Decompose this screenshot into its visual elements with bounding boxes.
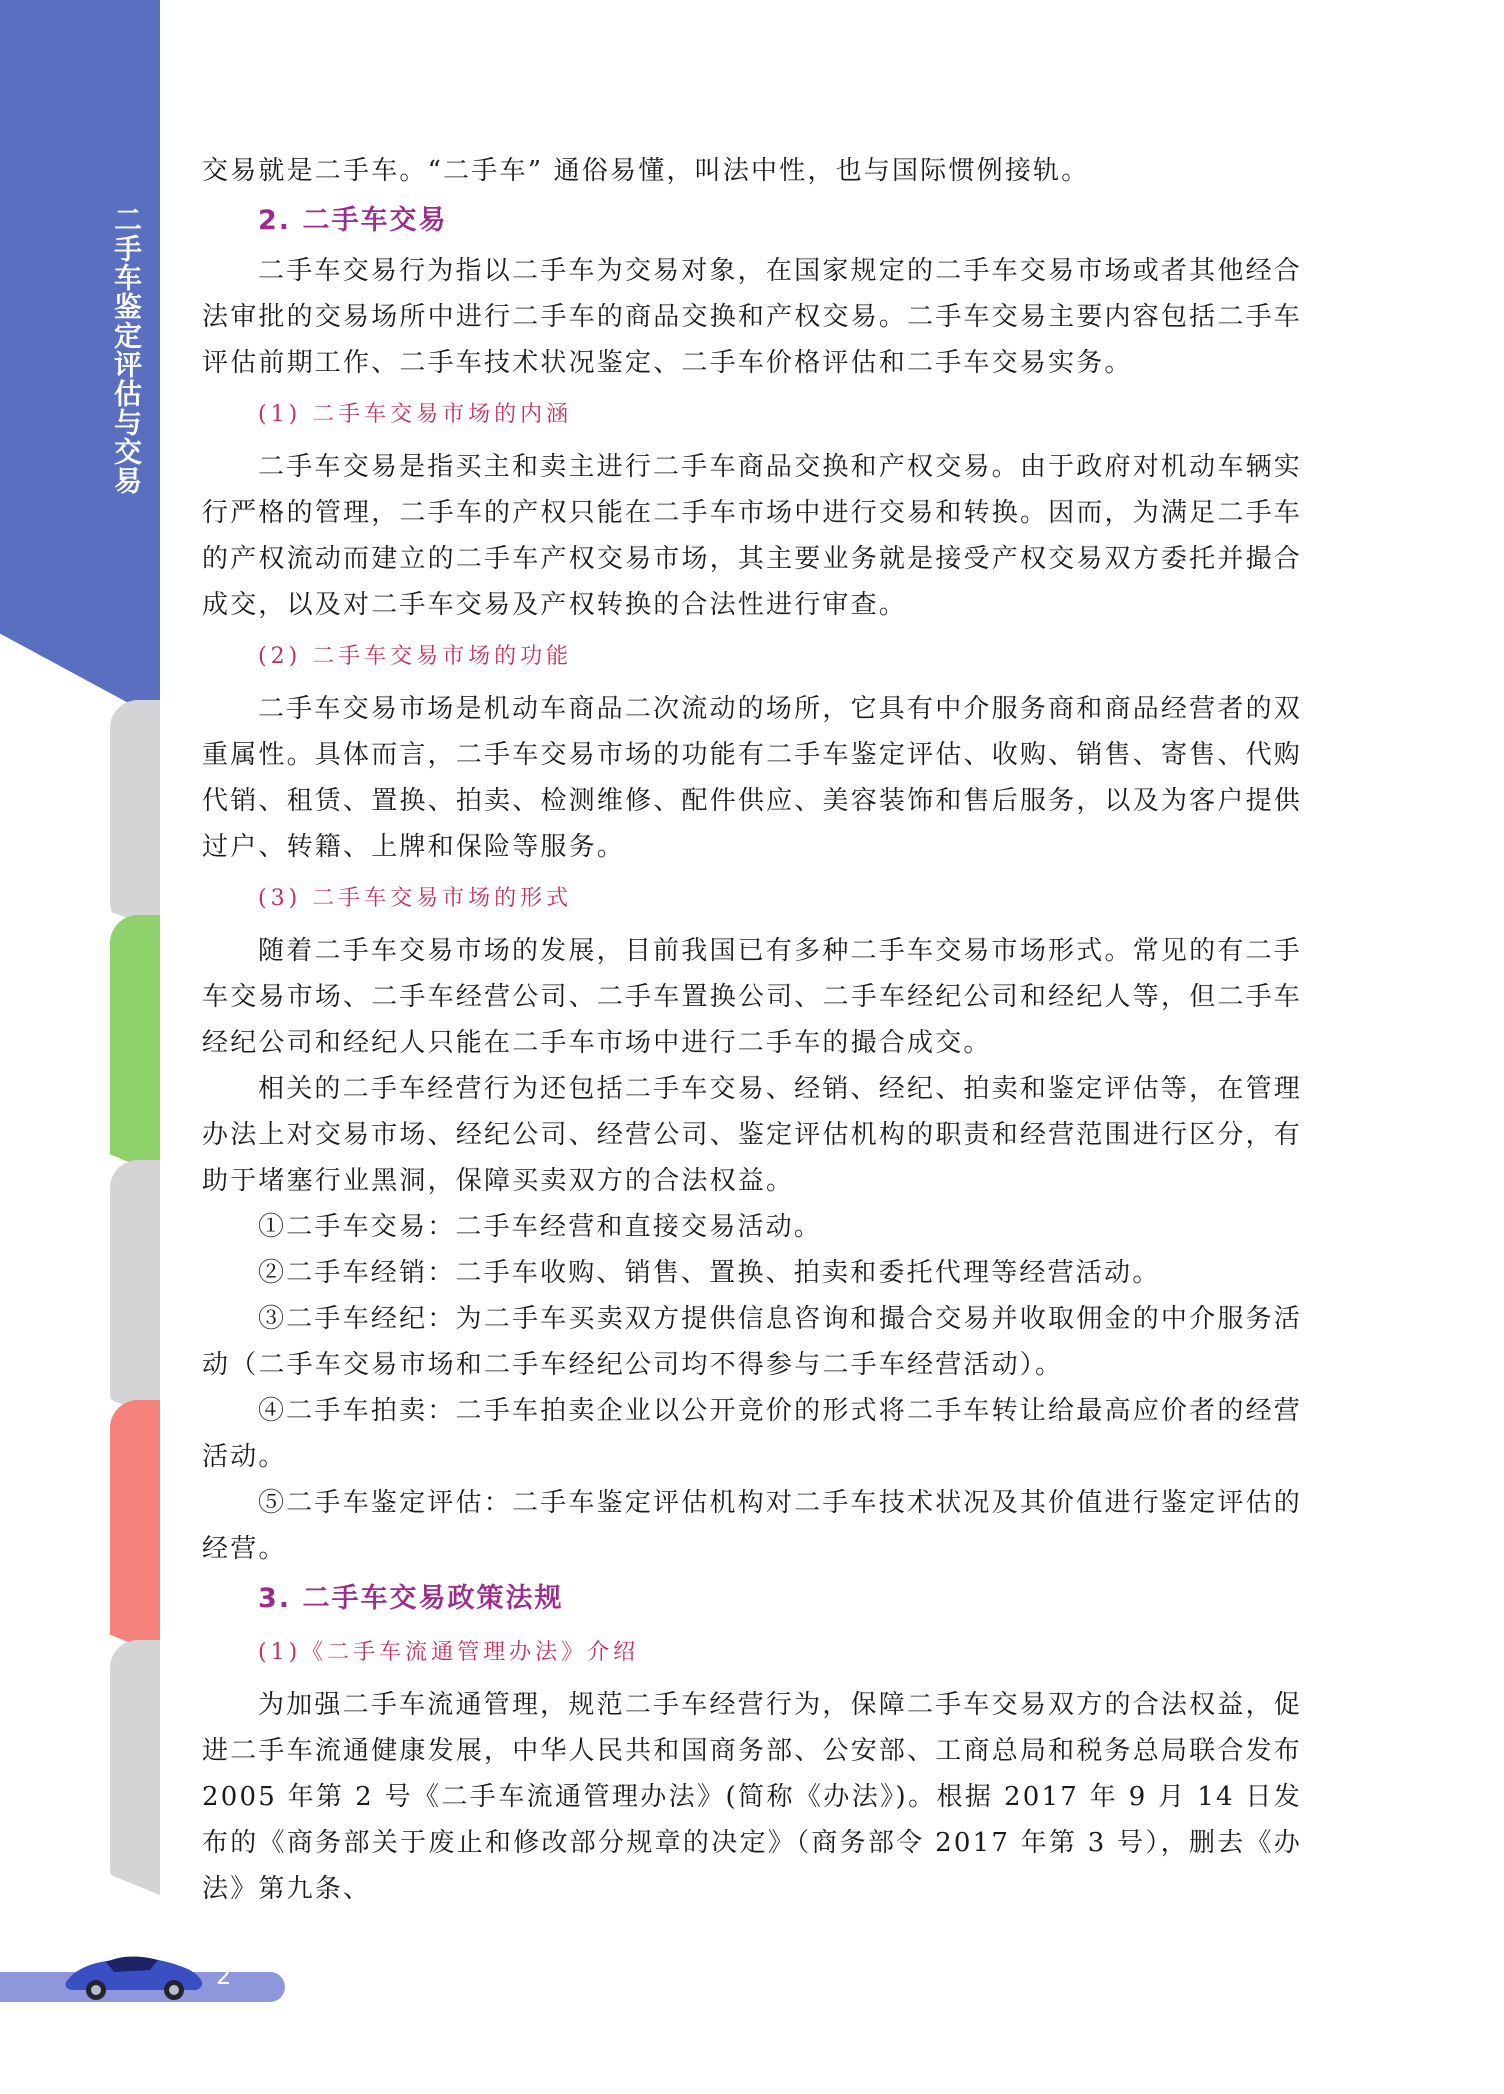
page-body bbox=[202, 148, 1302, 1912]
list-item: ④二手车拍卖：二手车拍卖企业以公开竞价的形式将二手车转让给最高应价者的经营活动。 bbox=[202, 1396, 1302, 1472]
subsection-heading: (2) 二手车交易市场的功能 bbox=[258, 644, 573, 669]
page-number: 2 bbox=[216, 1962, 232, 1990]
paragraph: 二手车交易行为指以二手车为交易对象，在国家规定的二手车交易市场或者其他经合法审批的交易场所中进行二手车的商品交换和产权交易。二手车交易主要内容包括二手车评估前期工作、二手车技术状况鉴定、二手车价格评估和二手车交易实务。 bbox=[202, 256, 1302, 378]
section-heading: 3. 二手车交易政策法规 bbox=[258, 1583, 564, 1614]
paragraph: 相关的二手车经营行为还包括二手车交易、经销、经纪、拍卖和鉴定评估等，在管理办法上对交易市场、经纪公司、经营公司、鉴定评估机构的职责和经营范围进行区分，有助于堵塞行业黑洞，保障买卖双方的合法权益。 bbox=[202, 1074, 1302, 1196]
subsection-heading: (3) 二手车交易市场的形式 bbox=[258, 886, 573, 911]
paragraph: 为加强二手车流通管理，规范二手车经营行为，保障二手车交易双方的合法权益，促进二手车流通健康发展，中华人民共和国商务部、公安部、工商总局和税务总局联合发布2005 年第 2 号《二手车流通管理办法》(简称《办法》)。根据 2017 年 9 月 14 日发布的《商务部关于废止和修改部分规章的决定》（商务部令 2017 年第 3 号），删去《办法》第九条、 bbox=[202, 1690, 1302, 1904]
list-item: ②二手车经销：二手车收购、销售、置换、拍卖和委托代理等经营活动。 bbox=[258, 1258, 1161, 1288]
sidebar-tab-green bbox=[110, 915, 160, 1175]
list-item: ⑤二手车鉴定评估：二手车鉴定评估机构对二手车技术状况及其价值进行鉴定评估的经营。 bbox=[202, 1488, 1302, 1564]
paragraph: 二手车交易市场是机动车商品二次流动的场所，它具有中介服务商和商品经营者的双重属性。具体而言，二手车交易市场的功能有二手车鉴定评估、收购、销售、寄售、代购代销、租赁、置换、拍卖、检测维修、配件供应、美容装饰和售后服务，以及为客户提供过户、转籍、上牌和保险等服务。 bbox=[202, 694, 1302, 862]
subsection-heading: (1)《二手车流通管理办法》介绍 bbox=[258, 1640, 640, 1665]
section-heading: 2. 二手车交易 bbox=[258, 205, 448, 236]
list-item: ①二手车交易：二手车经营和直接交易活动。 bbox=[258, 1212, 823, 1242]
paragraph: 随着二手车交易市场的发展，目前我国已有多种二手车交易市场形式。常见的有二手车交易市场、二手车经营公司、二手车置换公司、二手车经纪公司和经纪人等，但二手车经纪公司和经纪人只能在二手车市场中进行二手车的撮合成交。 bbox=[202, 936, 1302, 1058]
sidebar-title: 二手车鉴定评估与交易 bbox=[110, 205, 143, 495]
subsection-heading: (1) 二手车交易市场的内涵 bbox=[258, 402, 573, 427]
sidebar-tab-gray-3 bbox=[110, 1640, 160, 1895]
sidebar-tab-gray-2 bbox=[110, 1160, 160, 1420]
car-icon bbox=[58, 1944, 208, 2002]
paragraph: 交易就是二手车。“二手车” 通俗易懂，叫法中性，也与国际惯例接轨。 bbox=[202, 156, 1090, 186]
paragraph: 二手车交易是指买主和卖主进行二手车商品交换和产权交易。由于政府对机动车辆实行严格的管理，二手车的产权只能在二手车市场中进行交易和转换。因而，为满足二手车的产权流动而建立的二手车产权交易市场，其主要业务就是接受产权交易双方委托并撮合成交，以及对二手车交易及产权转换的合法性进行审查。 bbox=[202, 452, 1302, 620]
sidebar bbox=[0, 0, 160, 2094]
sidebar-tab-red bbox=[110, 1400, 160, 1655]
sidebar-tab-gray-1 bbox=[110, 700, 160, 930]
list-item: ③二手车经纪：为二手车买卖双方提供信息咨询和撮合交易并收取佣金的中介服务活动（二手车交易市场和二手车经纪公司均不得参与二手车经营活动）。 bbox=[202, 1304, 1302, 1380]
